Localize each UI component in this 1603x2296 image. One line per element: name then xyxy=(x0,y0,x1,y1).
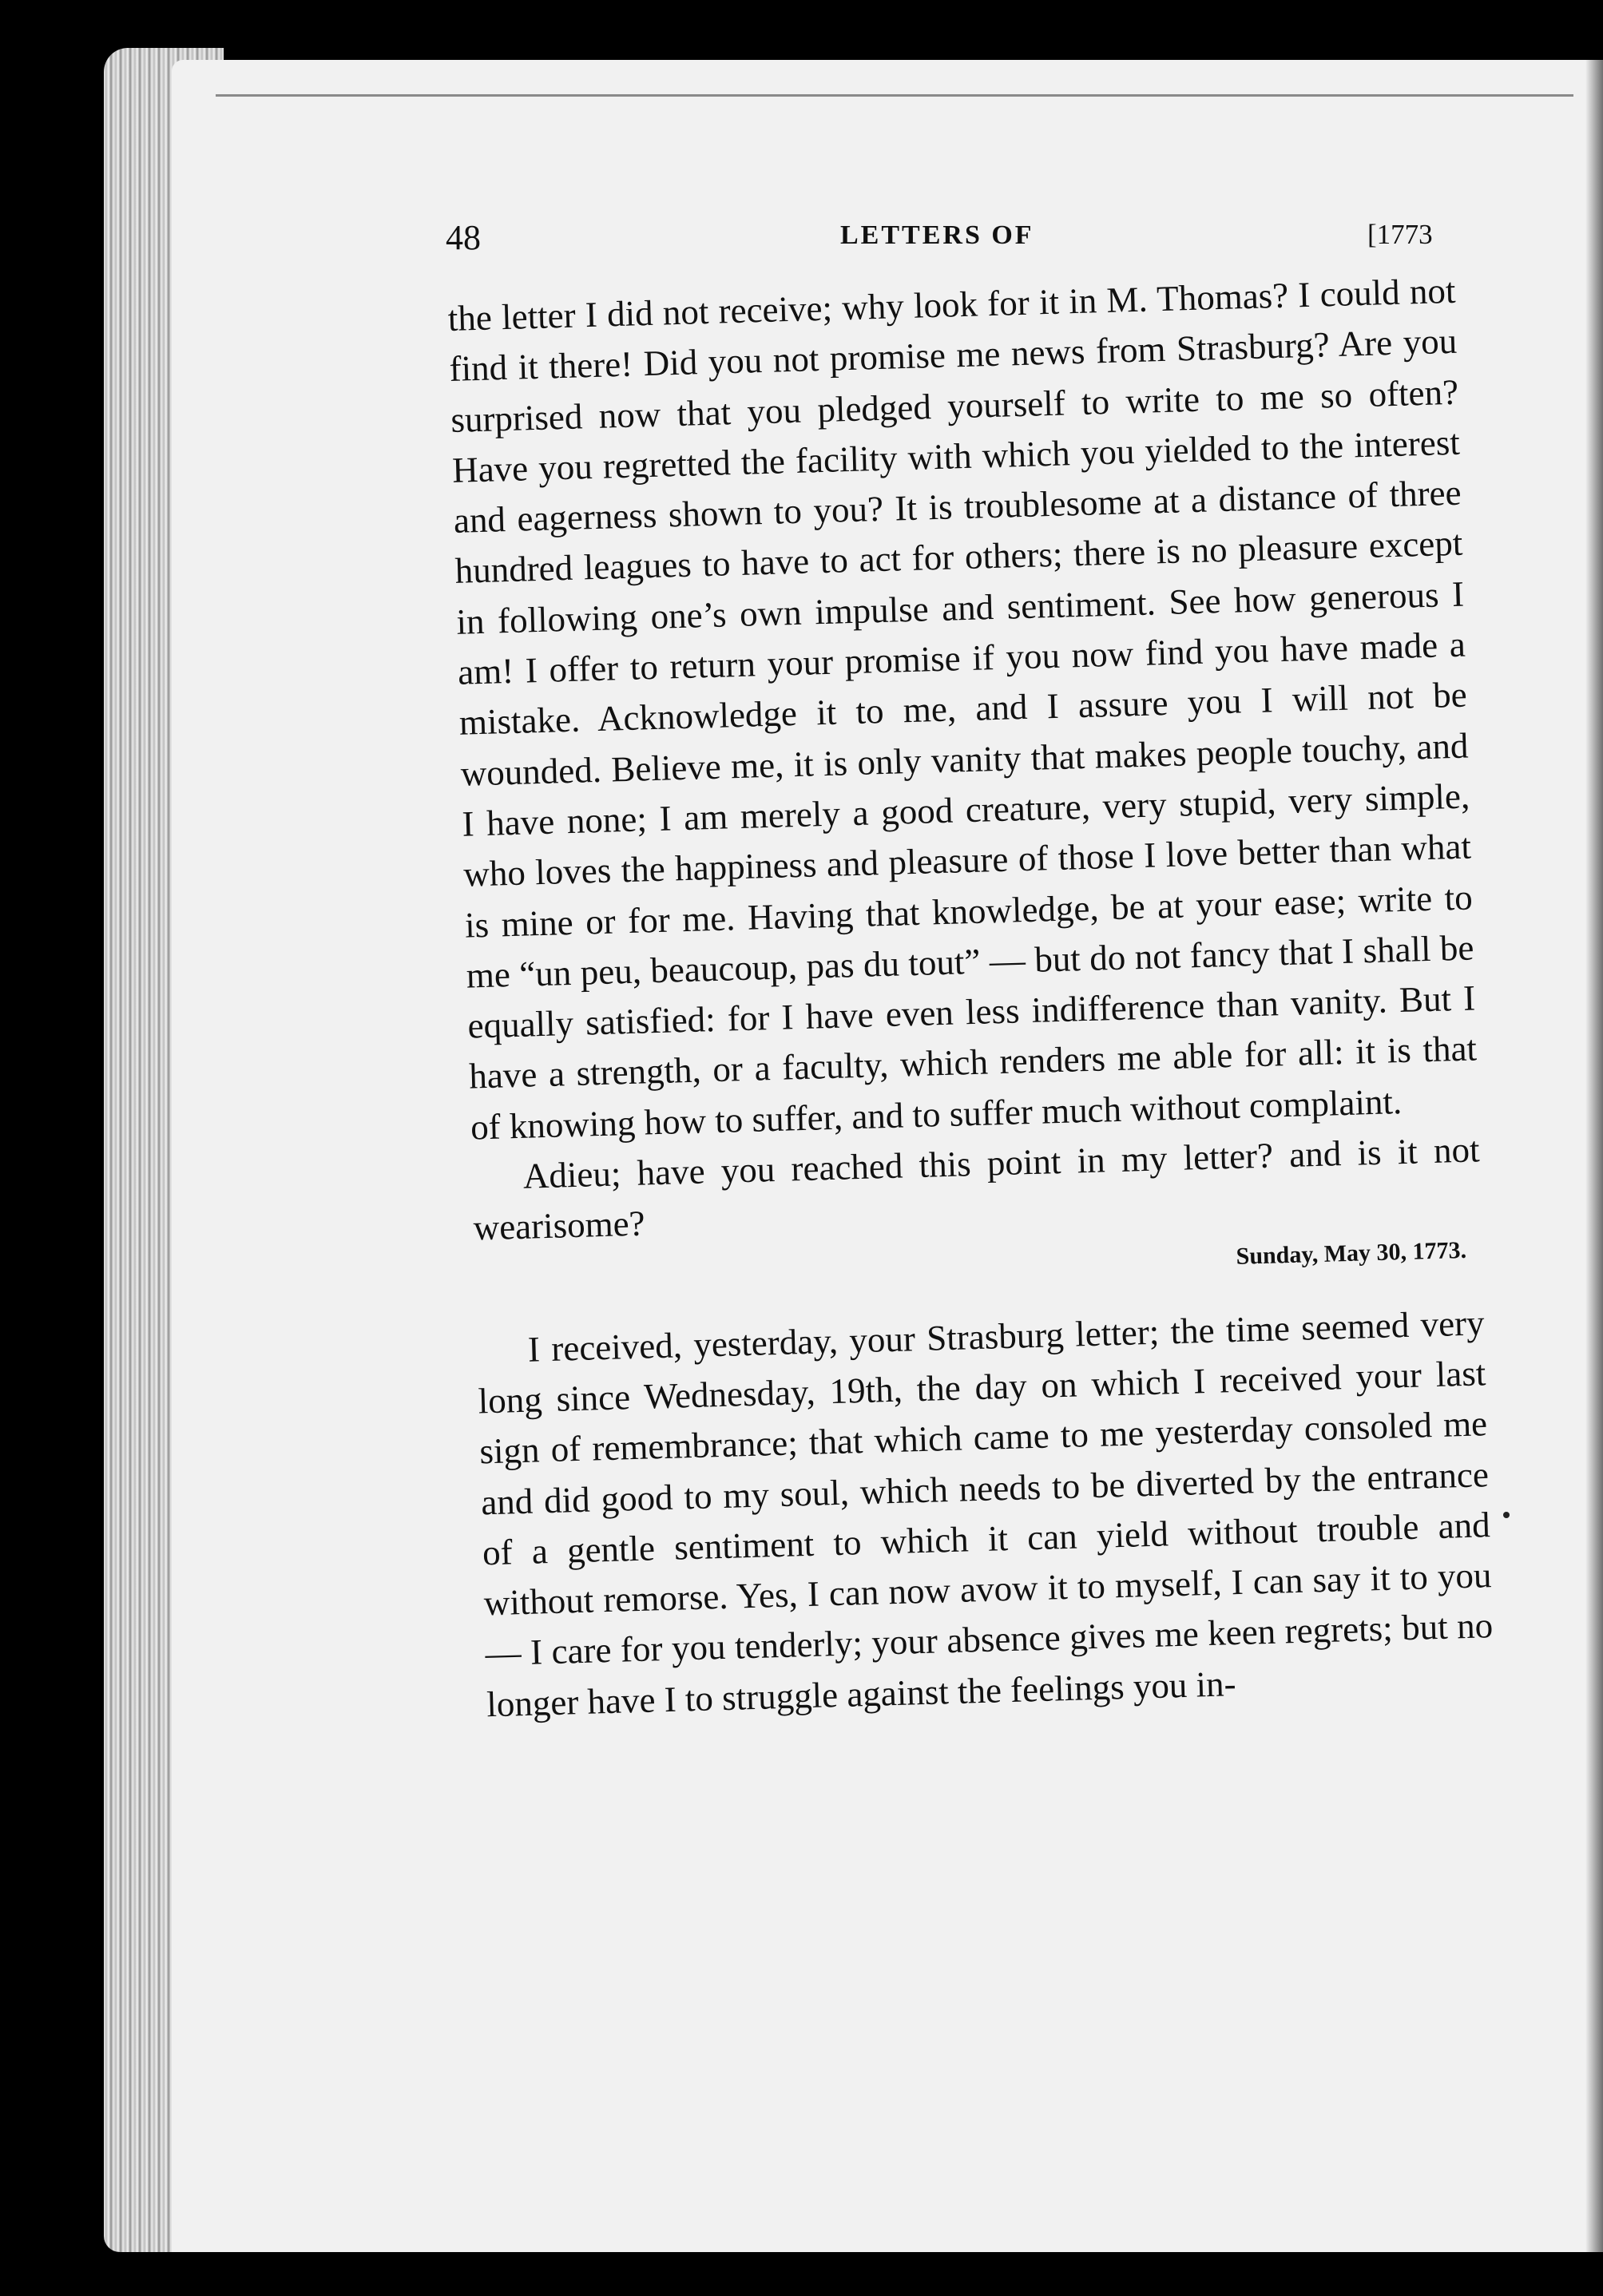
page-body xyxy=(447,266,1495,1731)
margin-dot xyxy=(1503,1512,1510,1518)
running-year: [1773 xyxy=(1367,219,1433,250)
page-gutter-shadow xyxy=(1585,60,1603,2252)
page-top-rule xyxy=(216,94,1573,97)
running-title: LETTERS OF xyxy=(840,220,1034,250)
paragraph-adieu: Adieu; have you reached this point in my letter? and is it not wearisome? xyxy=(472,1129,1481,1248)
letter-dateline: Sunday, May 30, 1773. xyxy=(1236,1236,1467,1270)
paragraph-new-letter: I received, yesterday, your Strasburg letter; the time seemed very long since Wednesday, 19th, the day on which I received your last sign of remembrance; that which came to me yesterday consoled me and did good to my soul, which needs to be diverted by the entrance of a gentle sentiment to which it can yield without trouble and without remorse. Yes, I can now avow it to myself, I can say it to you — I care for you tenderly; your absence gives me keen regrets; but no longer have I to struggle against the feelings you in- xyxy=(478,1302,1494,1725)
paragraph-continued: the letter I did not receive; why look for it in M. Thomas? I could not find it there! Did you not promise me news from Strasburg? Are you surprised now that you pledged yourself to write to me so often? Have you regretted the facility with which you yielded to the interest and eagerness shown to you? It is troublesome at a distance of three hundred leagues to have to act for others; there is no pleasure except in following one’s own impulse and sentiment. See how generous I am! I offer to return your promise if you now find you have made a mistake. Acknowledge it to me, and I assure you I will not be wounded. Believe me, it is only vanity that makes people touchy, and I have none; I am merely a good creature, very stupid, very simple, who loves the happiness and pleasure of those I love better than what is mine or for me. Having that knowledge, be at your ease; write to me “un peu, beaucoup, pas du tout” — but do not fancy that I shall be equally satisfied: for I have even less indifference than vanity. But I have a strength, or a faculty, which renders me able for all: it is that of knowing how to suffer, and to suffer much without complaint. xyxy=(447,270,1478,1148)
page-number: 48 xyxy=(446,218,481,257)
running-head xyxy=(0,217,1603,265)
